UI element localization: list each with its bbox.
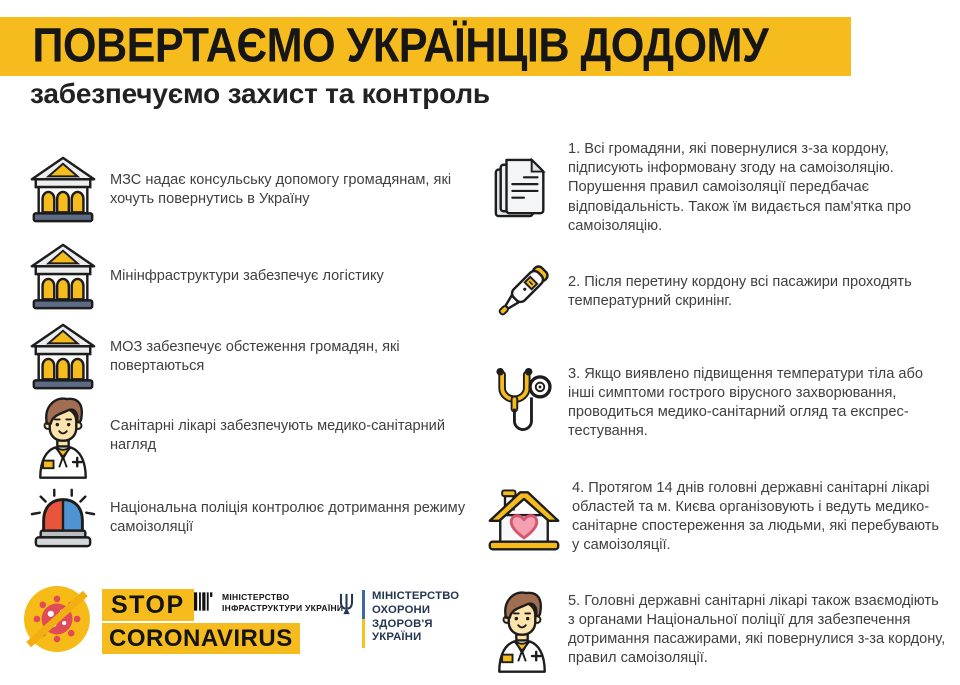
government-building-icon — [26, 320, 100, 394]
list-item — [26, 234, 472, 320]
list-item-text: 2. Після перетину кордону всі пасажири проходять температурний скринінг. — [568, 273, 912, 309]
barcode-icon — [194, 592, 216, 611]
police-siren-icon — [26, 486, 100, 550]
page-subtitle: забезпечуємо захист та контроль — [30, 78, 490, 109]
list-item — [26, 314, 472, 400]
coronavirus-label: CORONAVIRUS — [102, 623, 300, 654]
flag-divider-bar — [362, 590, 365, 648]
government-building-icon — [26, 240, 100, 314]
stethoscope-icon — [486, 364, 558, 442]
thermometer-icon — [486, 257, 558, 327]
list-item — [486, 356, 948, 450]
list-item-text: 1. Всі громадяни, які повернулися з-за кордону, підписують інформовану згоду на самоізоляцію. Порушення правил самоізоляції передбачає відповідальність. Також їм видається пам'ятка про самоізоляцію. — [568, 140, 912, 234]
house-heart-icon — [486, 479, 562, 555]
list-item — [486, 142, 948, 234]
list-item-text: 4. Протягом 14 днів головні державні санітарні лікарі областей та м. Києва організовують і ведуть медико-санітарне спостереження за людьми, які перебувають у самоізоляції. — [572, 479, 940, 554]
government-building-icon — [26, 153, 100, 227]
page-title: ПОВЕРТАЄМО УКРАЇНЦІВ ДОДОМУ — [32, 19, 769, 73]
list-item — [486, 250, 948, 334]
ministry-health-logo — [338, 590, 459, 648]
list-item-text: МОЗ забезпечує обстеження громадян, які повертаються — [110, 338, 400, 374]
list-item-text: Мінінфраструктури забезпечує логістику — [110, 268, 384, 285]
list-item-text: Санітарні лікарі забезпечують медико-санітарний нагляд — [110, 417, 445, 453]
ministry-infrastructure-line2: ІНФРАСТРУКТУРИ УКРАЇНИ — [222, 603, 344, 614]
list-item — [26, 146, 472, 234]
list-item — [26, 390, 472, 482]
list-item — [486, 470, 948, 564]
ministry-health-line: ОХОРОНИ — [372, 603, 431, 616]
list-item-text: 5. Головні державні санітарні лікарі також взаємодіють з органами Національної поліції для забезпечення дотримання пасажирами, які повернулися з-за кордону, правил самоізоляції. — [568, 592, 946, 667]
list-item — [486, 580, 948, 680]
documents-icon — [486, 154, 558, 222]
stop-label: STOP — [102, 589, 194, 621]
list-item-text: Національна поліція контролює дотримання режиму самоізоляції — [110, 499, 466, 535]
list-item-text: 3. Якщо виявлено підвищення температури тіла або інші симптоми гострого вірусного захворювання, проводиться медико-санітарний огляд та експрес-тестування. — [568, 365, 923, 440]
doctor-icon — [486, 587, 558, 673]
doctor-icon — [26, 393, 100, 479]
ministry-health-line: МІНІСТЕРСТВО — [372, 590, 460, 602]
ministry-infrastructure-line1: МІНІСТЕРСТВО — [222, 592, 290, 602]
ministry-health-line: УКРАЇНИ — [372, 631, 422, 644]
tryzub-icon — [338, 592, 355, 616]
title-banner — [0, 17, 851, 76]
no-coronavirus-icon — [23, 585, 91, 653]
ministry-health-line: ЗДОРОВ'Я — [372, 617, 433, 630]
ministry-infrastructure-logo — [194, 592, 343, 614]
list-item-text: МЗС надає консульську допомогу громадянам, які хочуть повернутись в Україну — [110, 171, 452, 207]
list-item — [26, 478, 472, 558]
